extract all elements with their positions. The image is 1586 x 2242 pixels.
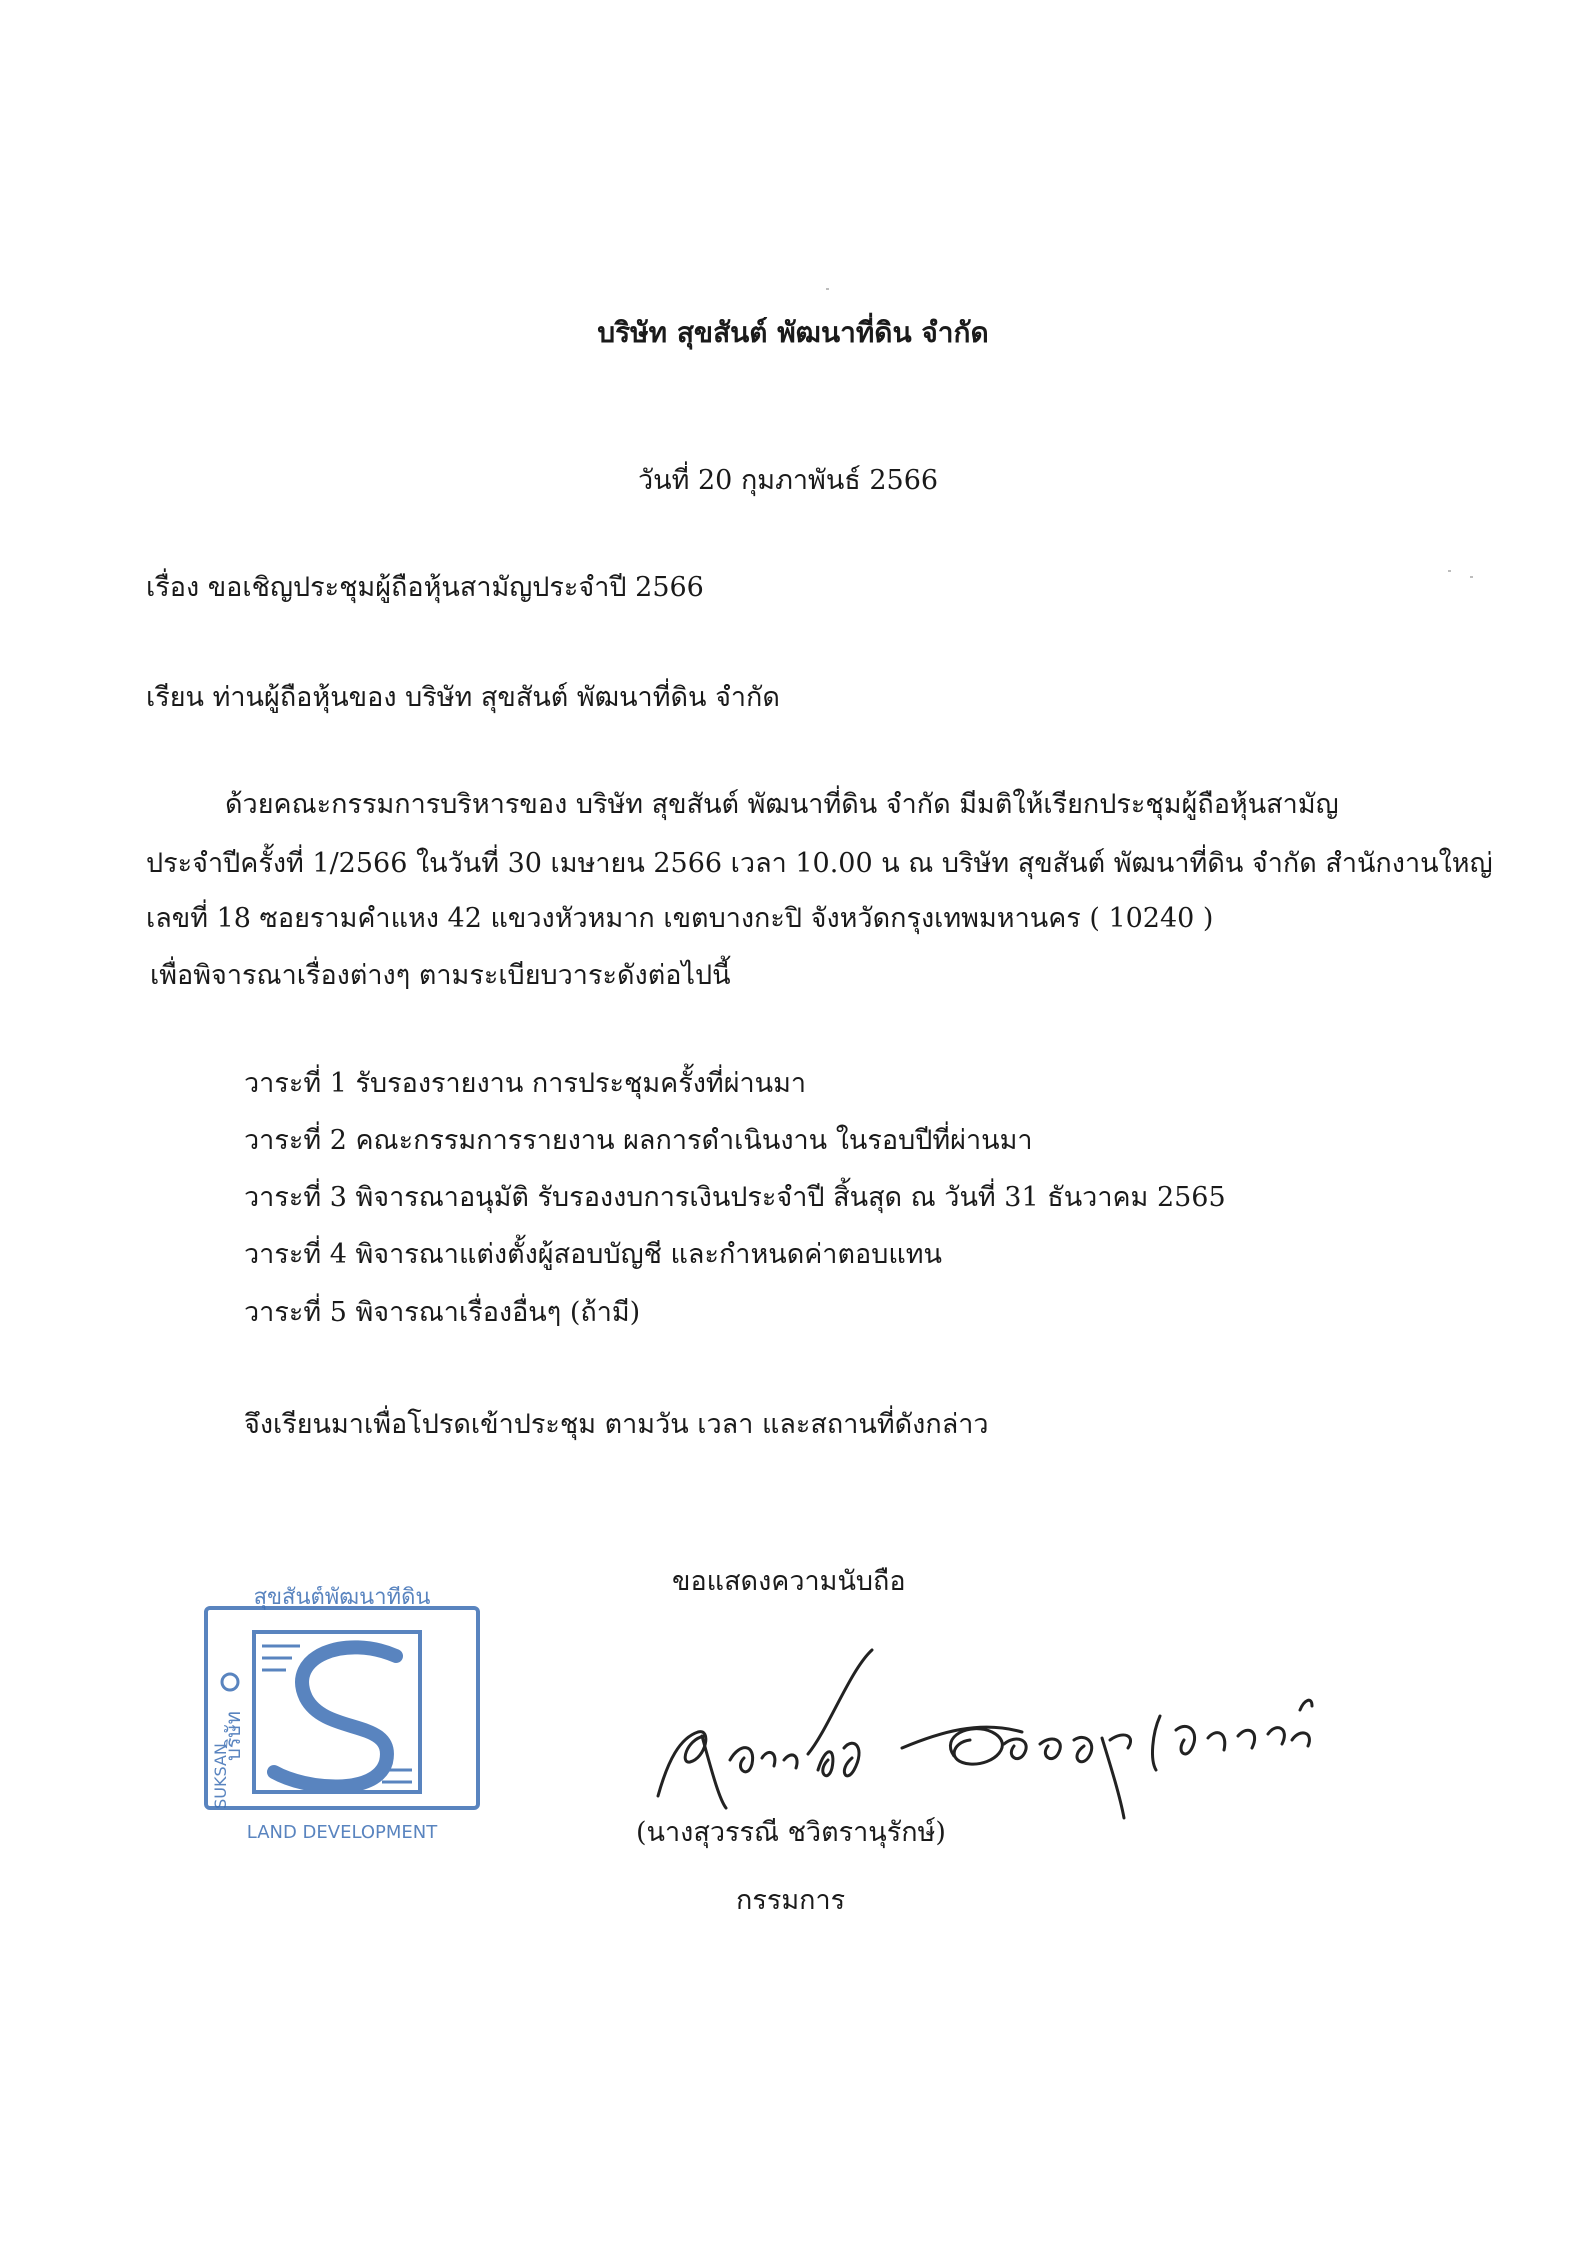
closing-line: จึงเรียนมาเพื่อโปรดเข้าประชุม ตามวัน เวลา และสถานที่ดังกล่าว xyxy=(244,1409,989,1440)
agenda-item-3: วาระที่ 3 พิจารณาอนุมัติ รับรองงบการเงินประจำปี สิ้นสุด ณ วันที่ 31 ธันวาคม 2565 xyxy=(244,1182,1226,1213)
date-line: วันที่ 20 กุมภาพันธ์ 2566 xyxy=(638,465,939,496)
scan-speck xyxy=(826,288,829,290)
agenda-item-1: วาระที่ 1 รับรองรายงาน การประชุมครั้งที่ผ่านมา xyxy=(244,1068,807,1099)
signer-title: กรรมการ xyxy=(736,1885,846,1916)
stamp-side-text-en: SUKSAN xyxy=(211,1743,230,1809)
stamp-side-text-th: บริษัท xyxy=(221,1711,245,1761)
body-line-1: ด้วยคณะกรรมการบริหารของ บริษัท สุขสันต์ พัฒนาที่ดิน จำกัด มีมติให้เรียกประชุมผู้ถือหุ้นสามัญ xyxy=(225,789,1339,820)
regards-line: ขอแสดงความนับถือ xyxy=(672,1566,906,1597)
stamp-top-text: สุขสันต์พัฒนาที่ดิน xyxy=(253,1586,431,1610)
signature xyxy=(640,1640,1380,1820)
agenda-item-2: วาระที่ 2 คณะกรรมการรายงาน ผลการดำเนินงาน ในรอบปีที่ผ่านมา xyxy=(244,1125,1033,1156)
company-header: บริษัท สุขสันต์ พัฒนาที่ดิน จำกัด xyxy=(597,316,989,349)
signer-name: (นางสุวรรณี ชวิตรานุรักษ์) xyxy=(636,1817,946,1848)
body-line-4: เพื่อพิจารณาเรื่องต่างๆ ตามระเบียบวาระดังต่อไปนี้ xyxy=(150,960,731,991)
scan-speck xyxy=(1470,576,1473,578)
recipient-line: เรียน ท่านผู้ถือหุ้นของ บริษัท สุขสันต์ พัฒนาที่ดิน จำกัด xyxy=(146,682,780,713)
agenda-item-4: วาระที่ 4 พิจารณาแต่งตั้งผู้สอบบัญชี และกำหนดค่าตอบแทน xyxy=(244,1239,943,1270)
body-line-3: เลขที่ 18 ซอยรามคำแหง 42 แขวงหัวหมาก เขตบางกะปิ จังหวัดกรุงเทพมหานคร ( 10240 ) xyxy=(146,903,1214,934)
company-stamp xyxy=(196,1586,488,1850)
body-line-2: ประจำปีครั้งที่ 1/2566 ในวันที่ 30 เมษายน 2566 เวลา 10.00 น ณ บริษัท สุขสันต์ พัฒนาที่ดิน จำกัด สำนักงานใหญ่ xyxy=(146,848,1493,879)
stamp-bottom-text: LAND DEVELOPMENT xyxy=(246,1822,438,1843)
scan-speck xyxy=(1448,570,1451,572)
subject-line: เรื่อง ขอเชิญประชุมผู้ถือหุ้นสามัญประจำปี 2566 xyxy=(146,572,704,603)
agenda-item-5: วาระที่ 5 พิจารณาเรื่องอื่นๆ (ถ้ามี) xyxy=(244,1297,641,1328)
